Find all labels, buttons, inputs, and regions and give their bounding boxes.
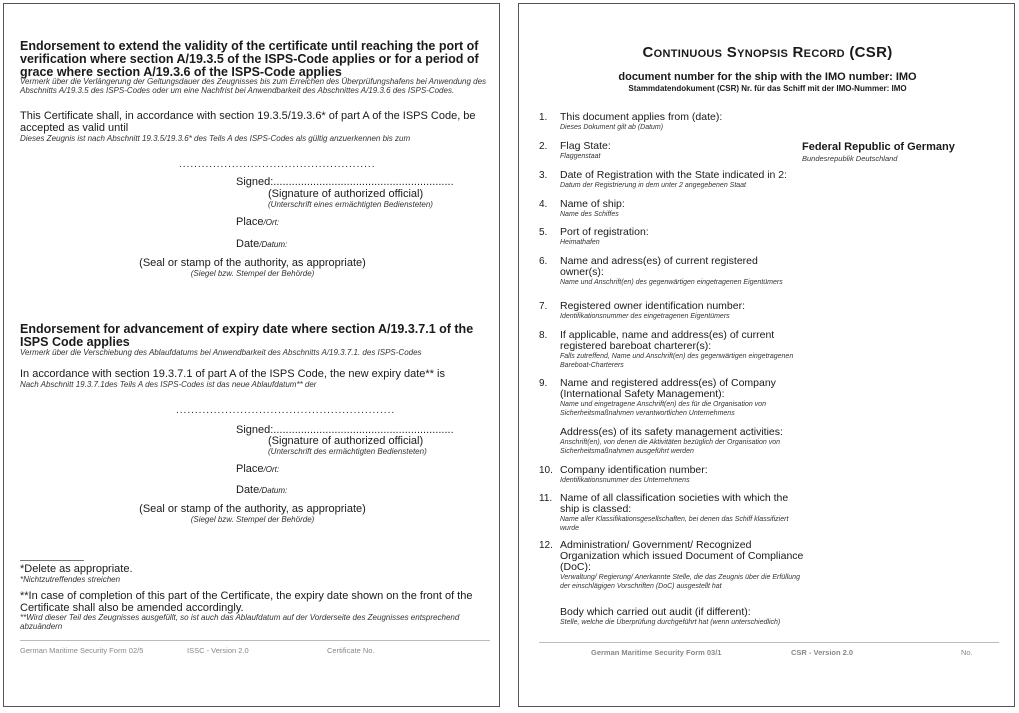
item-number: 4. xyxy=(539,199,548,210)
item-sublabel: Falls zutreffend, Name und Anschrift(en) des gegenwärtigen eingetragenen Bareboat-Charterers xyxy=(560,353,794,369)
csr-item-9b xyxy=(539,427,804,456)
extension-text-de: Dieses Zeugnis ist nach Abschnitt 19.3.5/19.3.6* des Teils A des ISPS-Codes als gültig anzuerkennen bis zum xyxy=(20,134,411,143)
csr-item-11 xyxy=(539,493,799,533)
date-field[interactable] xyxy=(236,238,287,251)
csr-item-4 xyxy=(539,199,999,219)
item-sublabel: Name und Anschrift(en) des gegenwärtigen eingetragenen Eigentümers xyxy=(560,279,783,286)
flag-state-value-de: Bundesrepublik Deutschland xyxy=(802,154,898,163)
place-field[interactable] xyxy=(236,216,279,229)
item-label: Name of all classification societies with which the ship is classed: xyxy=(560,492,789,515)
item-label: Flag State: xyxy=(560,140,611,152)
csr-subtitle: document number for the ship with the IMO number: IMO xyxy=(618,71,917,83)
date-label-2: Date xyxy=(236,484,260,496)
footnote-expiry-de: **Wird dieser Teil des Zeugnisses ausgefüllt, so ist auch das Ablaufdatum auf der Vorderseite des Zeugnisses entsprechend abzuändern xyxy=(20,613,460,631)
item-label: Company identification number: xyxy=(560,464,708,476)
date-label: Date xyxy=(236,238,260,250)
csr-item-10 xyxy=(539,465,999,485)
csr-item-9 xyxy=(539,378,804,418)
footnote-divider xyxy=(20,560,84,561)
item-number: 7. xyxy=(539,301,548,312)
footer-no: No. xyxy=(961,648,973,657)
advancement-heading-de: Vermerk über die Verschiebung des Ablaufdatums bei Anwendbarkeit des Abschnitts A/19.3.7.1. des ISPS-Codes xyxy=(20,348,422,357)
footer-form: German Maritime Security Form 03/1 xyxy=(591,648,722,657)
csr-title: Continuous Synopsis Record (CSR) xyxy=(642,44,893,61)
flag-state-value: Federal Republic of Germany xyxy=(802,141,955,153)
advancement-text-de: Nach Abschnitt 19.3.7.1des Teils A des ISPS-Codes ist das neue Ablaufdatum** der xyxy=(20,380,317,389)
item-label: Registered owner identification number: xyxy=(560,300,746,312)
footer-rule xyxy=(539,642,999,643)
date-label-de: /Datum: xyxy=(259,240,288,249)
signature-line[interactable]: Signed:........................................................... xyxy=(236,176,454,188)
seal-label-de-2: (Siegel bzw. Stempel der Behörde) xyxy=(190,515,315,524)
place-label-2: Place xyxy=(236,463,264,475)
item-number: 9. xyxy=(539,378,548,389)
advancement-text: In accordance with section 19.3.7.1 of part A of the ISPS Code, the new expiry date** is xyxy=(20,368,445,380)
item-sublabel: Dieses Dokument gilt ab (Datum) xyxy=(560,124,664,131)
item-number: 12. xyxy=(539,540,553,551)
footer-version: CSR - Version 2.0 xyxy=(791,648,854,657)
left-page xyxy=(3,3,500,707)
item-number: 2. xyxy=(539,141,548,152)
seal-label-2: (Seal or stamp of the authority, as appropriate) xyxy=(139,503,366,515)
date-label-de-2: /Datum: xyxy=(259,486,288,495)
item-number: 11. xyxy=(539,493,553,504)
footer-rule xyxy=(20,640,490,641)
item-number: 1. xyxy=(539,112,548,123)
item-number: 10. xyxy=(539,465,553,476)
item-sublabel: Verwaltung/ Regierung/ Anerkannte Stelle, die das Zeugnis über die Erfüllung der einschlägigen Vorschriften (DoC) ausgestellt hat xyxy=(560,574,800,590)
item-number: 3. xyxy=(539,170,548,181)
right-page xyxy=(518,3,1015,707)
signature-label-de: (Unterschrift eines ermächtigten Bediensteten) xyxy=(268,200,433,209)
seal-label: (Seal or stamp of the authority, as appropriate) xyxy=(139,257,366,269)
valid-until-field[interactable]: .................................................... xyxy=(179,159,376,170)
item-label: Administration/ Government/ Recognized Organization which issued Document of Compliance (DoC): xyxy=(560,539,804,573)
item-sublabel: Anschrift(en), von denen die Aktivitäten bezüglich der Organisation von Sicherheitsmaßnahmen ausgeführt werden xyxy=(560,439,780,455)
item-label: Date of Registration with the State indicated in 2: xyxy=(560,169,788,181)
item-label: Body which carried out audit (if different): xyxy=(560,606,751,618)
place-label: Place xyxy=(236,216,264,228)
signature-label-2: (Signature of authorized official) xyxy=(268,435,424,447)
item-label: Address(es) of its safety management activities: xyxy=(560,426,783,438)
signature-label-de-2: (Unterschrift des ermächtigten Bediensteten) xyxy=(268,447,427,456)
item-label: If applicable, name and address(es) of current registered bareboat charterer(s): xyxy=(560,329,775,352)
csr-item-8 xyxy=(539,330,799,370)
item-sublabel: Name des Schiffes xyxy=(560,211,619,218)
item-label: Port of registration: xyxy=(560,226,649,238)
item-label: Name and registered address(es) of Company (International Safety Management): xyxy=(560,377,776,400)
item-sublabel: Name und eingetragene Anschrift(en) des für die Organisation von Sicherheitsmaßnahmen verantwortlichen Unternehmens xyxy=(560,401,766,417)
place-field-2[interactable] xyxy=(236,463,279,476)
item-sublabel: Identifikationsnummer des eingetragenen Eigentümers xyxy=(560,313,730,320)
date-field-2[interactable] xyxy=(236,484,287,497)
signature-line-2[interactable]: Signed:........................................................... xyxy=(236,424,454,436)
extension-heading-de: Vermerk über die Verlängerung der Geltungsdauer des Zeugnisses bis zum Erreichen des Überprüfungshafens bei Anwendung des Abschnitts A/19.3.5 des ISPS-Codes oder um eine Nachfrist bei Anwendbarkeit des Abschnittes A/19.3.6 des ISPS-Codes. xyxy=(20,77,487,95)
item-label: This document applies from (date): xyxy=(560,111,723,123)
footer-version: ISSC - Version 2.0 xyxy=(187,646,249,655)
csr-item-5 xyxy=(539,227,999,247)
csr-item-1 xyxy=(539,112,999,132)
csr-item-3 xyxy=(539,170,999,190)
csr-item-12 xyxy=(539,540,804,591)
item-number: 5. xyxy=(539,227,548,238)
item-number: 6. xyxy=(539,256,548,267)
item-sublabel: Stelle, welche die Überprüfung durchgeführt hat (wenn unterschiedlich) xyxy=(560,619,781,626)
item-label: Name of ship: xyxy=(560,198,625,210)
item-sublabel: Datum der Registrierung in dem unter 2 angegebenen Staat xyxy=(560,182,747,189)
footer-certificate-no: Certificate No. xyxy=(327,646,375,655)
place-label-de-2: /Ort: xyxy=(263,465,280,474)
csr-item-7 xyxy=(539,301,999,321)
item-sublabel: Identifikationsnummer des Unternehmens xyxy=(560,477,690,484)
item-sublabel: Heimathafen xyxy=(560,239,600,246)
advancement-heading: Endorsement for advancement of expiry date where section A/19.3.7.1 of the ISPS Code applies xyxy=(20,322,474,349)
item-number: 8. xyxy=(539,330,548,341)
footnote-expiry: **In case of completion of this part of the Certificate, the expiry date shown on the front of the Certificate shall also be amended accordingly. xyxy=(20,590,473,614)
extension-text: This Certificate shall, in accordance with section 19.3.5/19.3.6* of part A of the ISPS Code, be accepted as valid until xyxy=(20,110,476,134)
signature-label: (Signature of authorized official) xyxy=(268,188,424,200)
item-label: Name and adress(es) of current registered owner(s): xyxy=(560,255,758,278)
csr-item-12b xyxy=(539,607,999,627)
item-sublabel: Name aller Klassifikationsgesellschaften, bei denen das Schiff klassifiziert wurde xyxy=(560,516,789,532)
footer-form: German Maritime Security Form 02/5 xyxy=(20,646,144,655)
extension-heading: Endorsement to extend the validity of the certificate until reaching the port of verification where section A/19.3.5 of the ISPS-Code applies or for a period of grace where section A/19.3.6 of the ISPS-Code applies xyxy=(20,39,479,79)
item-sublabel: Flaggenstaat xyxy=(560,153,601,160)
seal-label-de: (Siegel bzw. Stempel der Behörde) xyxy=(190,269,315,278)
place-label-de: /Ort: xyxy=(263,218,280,227)
new-expiry-date-field[interactable]: .......................................................... xyxy=(176,405,396,416)
csr-item-6 xyxy=(539,256,799,287)
csr-subtitle-de: Stammdatendokument (CSR) Nr. für das Schiff mit der IMO-Nummer: IMO xyxy=(628,84,907,93)
footnote-delete-de: *Nichtzutreffendes streichen xyxy=(20,575,121,584)
footnote-delete: *Delete as appropriate. xyxy=(20,563,133,575)
